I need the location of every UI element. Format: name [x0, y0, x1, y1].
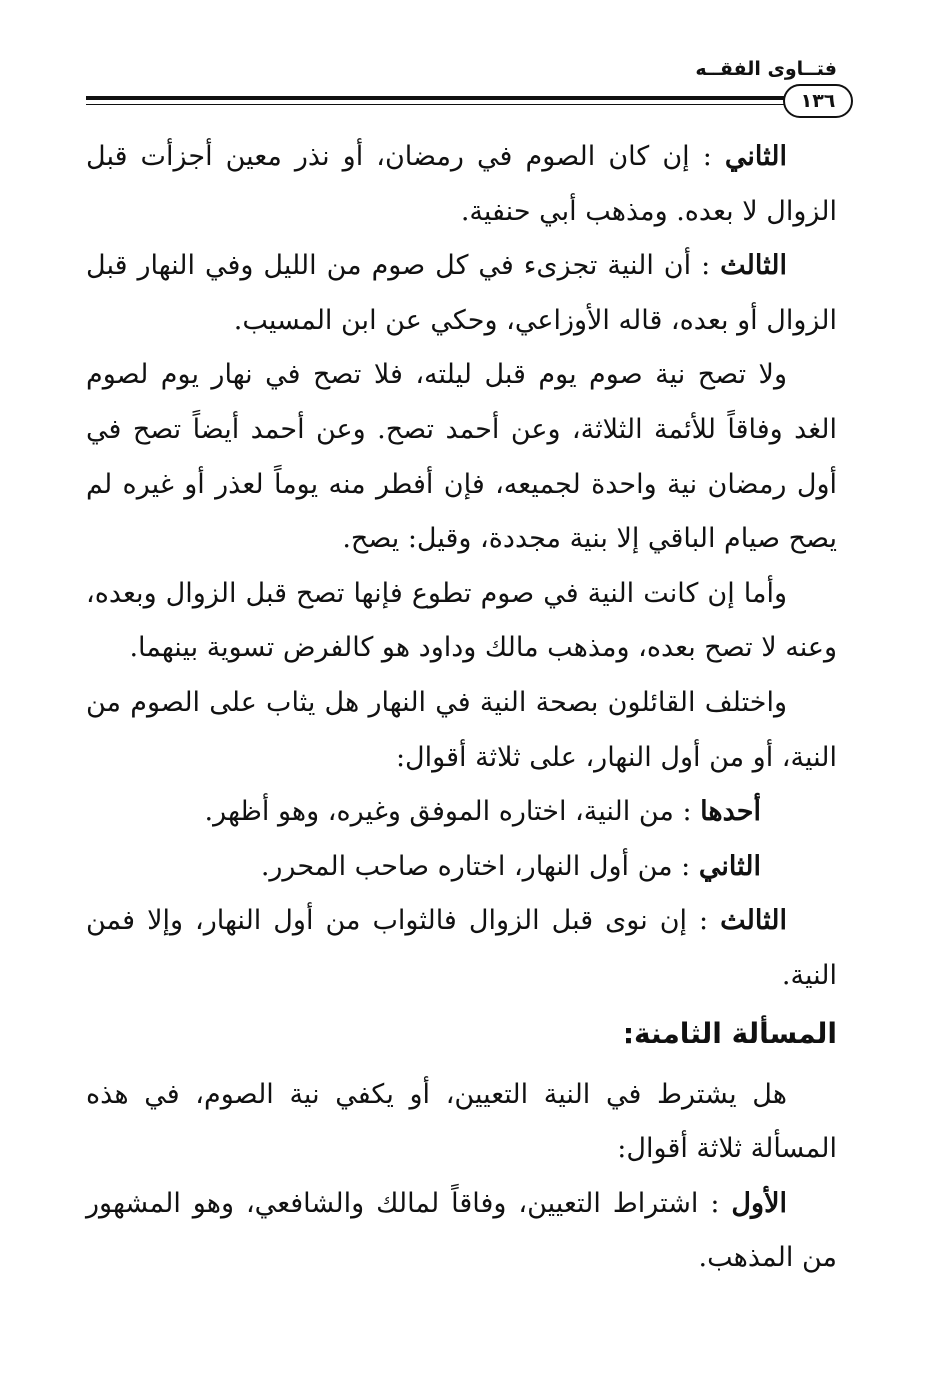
paragraph-4: وأما إن كانت النية في صوم تطوع فإنها تصح قبل الزوال وبعده، وعنه لا تصح بعده، ومذهب مالك وداود هو كالفرض تسوية بينهما. [86, 577, 837, 664]
paragraph-lead: الثالث [720, 905, 787, 937]
paragraph-lead: أحدها [700, 796, 761, 828]
section-heading: المسألة الثامنة: [622, 1016, 837, 1050]
paragraph-text: : من أول النهار، اختاره صاحب المحرر. [260, 850, 691, 882]
paragraph-10 [86, 1177, 837, 1286]
paragraph-2 [86, 239, 837, 348]
paragraph-3: ولا تصح نية صوم يوم قبل ليلته، فلا تصح في نهار يوم لصوم الغد وفاقاً للأئمة الثلاثة، وعن أحمد تصح. وعن أحمد أيضاً تصح في أول رمضان نية واحدة لجميعه، فإن أفطر منه يوماً لعذر أو غيره لم يصح صيام الباقي إلا بنية مجددة، وقيل: يصح. [86, 359, 837, 555]
paragraph-9: هل يشترط في النية التعيين، أو يكفي نية الصوم، في هذه المسألة ثلاثة أقوال: [86, 1078, 837, 1165]
paragraph-lead: الثاني [724, 141, 787, 172]
paragraph-text: : إن نوى قبل الزوال فالثواب من أول النهار، وإلا فمن النية. [86, 905, 837, 991]
header-rule-thin [86, 104, 785, 105]
page-number: ١٣٦ [783, 84, 853, 118]
paragraph-lead: الثاني [698, 850, 761, 882]
paragraph-1 [86, 130, 837, 239]
paragraph-lead: الأول [731, 1187, 787, 1219]
running-title: فتــاوى الفقــه [695, 58, 837, 80]
paragraph-text: : من النية، اختاره الموفق وغيره، وهو أظهر. [204, 796, 692, 828]
paragraph-6 [86, 785, 837, 840]
paragraph-5: واختلف القائلون بصحة النية في النهار هل يثاب على الصوم من النية، أو من أول النهار، على ثلاثة أقوال: [86, 686, 837, 773]
paragraph-text: : اشتراط التعيين، وفاقاً لمالك والشافعي، وهو المشهور من المذهب. [86, 1187, 837, 1274]
paragraph-8 [86, 894, 837, 1003]
header-rule-thick [86, 96, 785, 100]
paragraph-7 [86, 840, 837, 895]
paragraph-text: : إن كان الصوم في رمضان، أو نذر معين أجزأت قبل الزوال لا بعده. ومذهب أبي حنفية. [86, 141, 837, 227]
paragraph-lead: الثالث [720, 250, 787, 282]
body-text [86, 130, 837, 1286]
paragraph-text: : أن النية تجزىء في كل صوم من الليل وفي النهار قبل الزوال أو بعده، قاله الأوزاعي، وحكي عن ابن المسيب. [86, 250, 837, 336]
